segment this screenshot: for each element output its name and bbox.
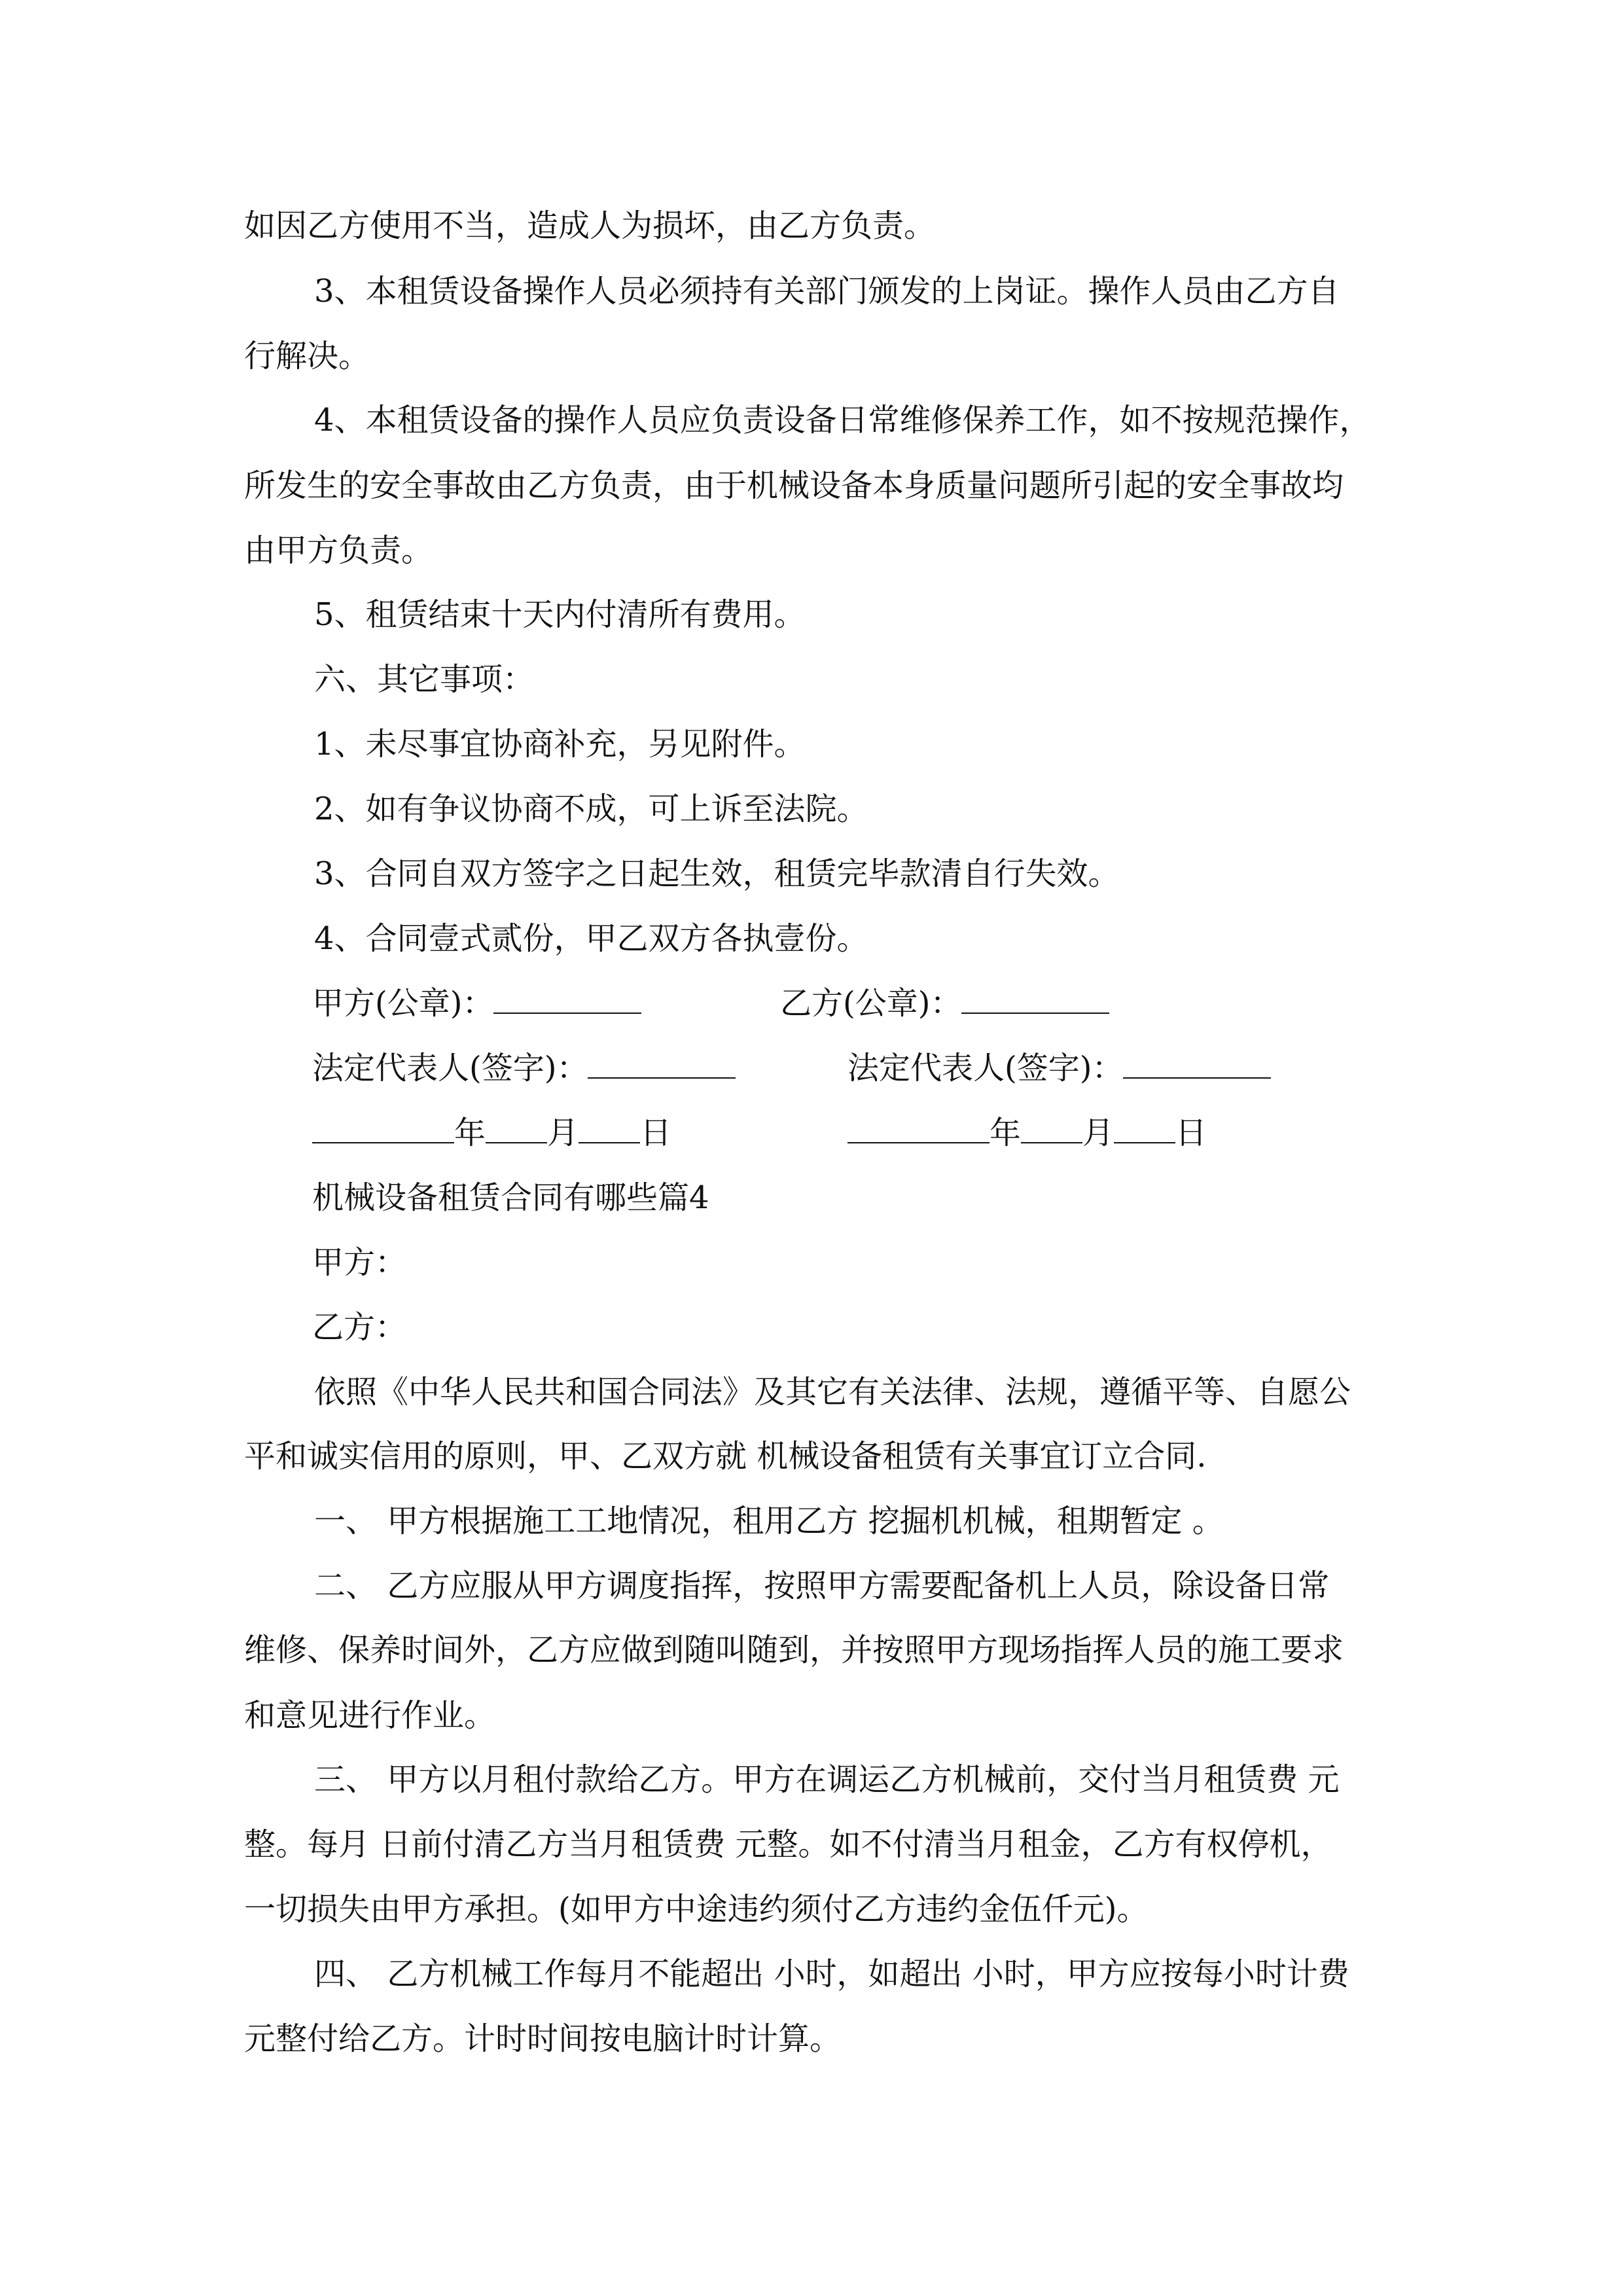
date-a-year-label: 年 (454, 1115, 486, 1151)
paragraph-line: 1、未尽事宜协商补充，另见附件。 (314, 726, 806, 762)
legal-rep-b-row (847, 1049, 1271, 1088)
paragraph-line: 依照《中华人民共和国合同法》及其它有关法律、法规，遵循平等、自愿公 (314, 1374, 1351, 1410)
paragraph-line: 和意见进行作业。 (244, 1697, 496, 1734)
paragraph-line: 4、本租赁设备的操作人员应负责设备日常维修保养工作，如不按规范操作， (314, 402, 1371, 439)
date-a-row (312, 1113, 671, 1153)
paragraph-line: 元整付给乙方。计时时间按电脑计时计算。 (244, 2020, 842, 2057)
party-a-seal-blank (493, 984, 641, 1014)
paragraph-line: 2、如有争议协商不成，可上诉至法院。 (314, 791, 868, 827)
paragraph-line: 如因乙方使用不当，造成人为损坏，由乙方负责。 (244, 207, 936, 244)
contract-title: 机械设备租赁合同有哪些篇4 (312, 1179, 709, 1216)
paragraph-line: 3、本租赁设备操作人员必须持有关部门颁发的上岗证。操作人员由乙方自 (314, 273, 1340, 310)
date-b-year-label: 年 (990, 1115, 1022, 1151)
paragraph-line: 由甲方负责。 (244, 532, 433, 569)
paragraph-line: 四、 乙方机械工作每月不能超出 小时，如超出 小时，甲方应按每小时计费 (314, 1956, 1349, 1992)
legal-rep-b-blank (1123, 1049, 1271, 1079)
date-b-day-blank (1114, 1113, 1175, 1143)
legal-rep-b-label: 法定代表人(签字)： (847, 1050, 1124, 1086)
date-b-year-blank (847, 1113, 990, 1143)
party-a-label: 甲方： (312, 1244, 407, 1281)
legal-rep-a-blank (588, 1049, 736, 1079)
date-b-month-label: 月 (1082, 1115, 1115, 1151)
legal-rep-a-row (312, 1049, 736, 1088)
party-b-seal-label: 乙方(公章)： (780, 985, 962, 1022)
paragraph-line: 二、 乙方应服从甲方调度指挥，按照甲方需要配备机上人员，除设备日常 (314, 1568, 1330, 1604)
party-b-seal-row (780, 984, 1109, 1023)
paragraph-line: 平和诚实信用的原则，甲、乙双方就 机械设备租赁有关事宜订立合同. (244, 1438, 1207, 1475)
section-heading: 六、其它事项： (314, 661, 535, 698)
legal-rep-a-label: 法定代表人(签字)： (312, 1050, 588, 1086)
date-a-year-blank (312, 1113, 454, 1143)
paragraph-line: 三、 甲方以月租付款给乙方。甲方在调运乙方机械前，交付当月租赁费 元 (314, 1761, 1340, 1798)
paragraph-line: 行解决。 (244, 338, 370, 374)
date-a-month-label: 月 (547, 1115, 579, 1151)
paragraph-line: 所发生的安全事故由乙方负责，由于机械设备本身质量问题所引起的安全事故均 (244, 467, 1344, 504)
date-a-day-blank (579, 1113, 640, 1143)
party-a-seal-row (312, 984, 641, 1023)
date-b-day-label: 日 (1175, 1115, 1207, 1151)
paragraph-line: 一、 甲方根据施工工地情况，租用乙方 挖掘机机械，租期暂定 。 (314, 1503, 1224, 1539)
paragraph-line: 一切损失由甲方承担。(如甲方中途违约须付乙方违约金伍仟元)。 (244, 1891, 1149, 1928)
date-b-row (847, 1113, 1207, 1153)
paragraph-line: 5、租赁结束十天内付清所有费用。 (314, 596, 806, 633)
date-a-month-blank (486, 1113, 547, 1143)
paragraph-line: 整。每月 日前付清乙方当月租赁费 元整。如不付清当月租金，乙方有权停机， (244, 1826, 1332, 1863)
party-a-seal-label: 甲方(公章)： (312, 985, 494, 1022)
paragraph-line: 4、合同壹式贰份，甲乙双方各执壹份。 (314, 920, 868, 957)
paragraph-line: 维修、保养时间外，乙方应做到随叫随到，并按照甲方现场指挥人员的施工要求 (244, 1632, 1344, 1668)
date-a-day-label: 日 (640, 1115, 672, 1151)
paragraph-line: 3、合同自双方签字之日起生效，租赁完毕款清自行失效。 (314, 855, 1120, 892)
party-b-label: 乙方： (312, 1309, 407, 1346)
party-b-seal-blank (961, 984, 1109, 1014)
date-b-month-blank (1021, 1113, 1082, 1143)
